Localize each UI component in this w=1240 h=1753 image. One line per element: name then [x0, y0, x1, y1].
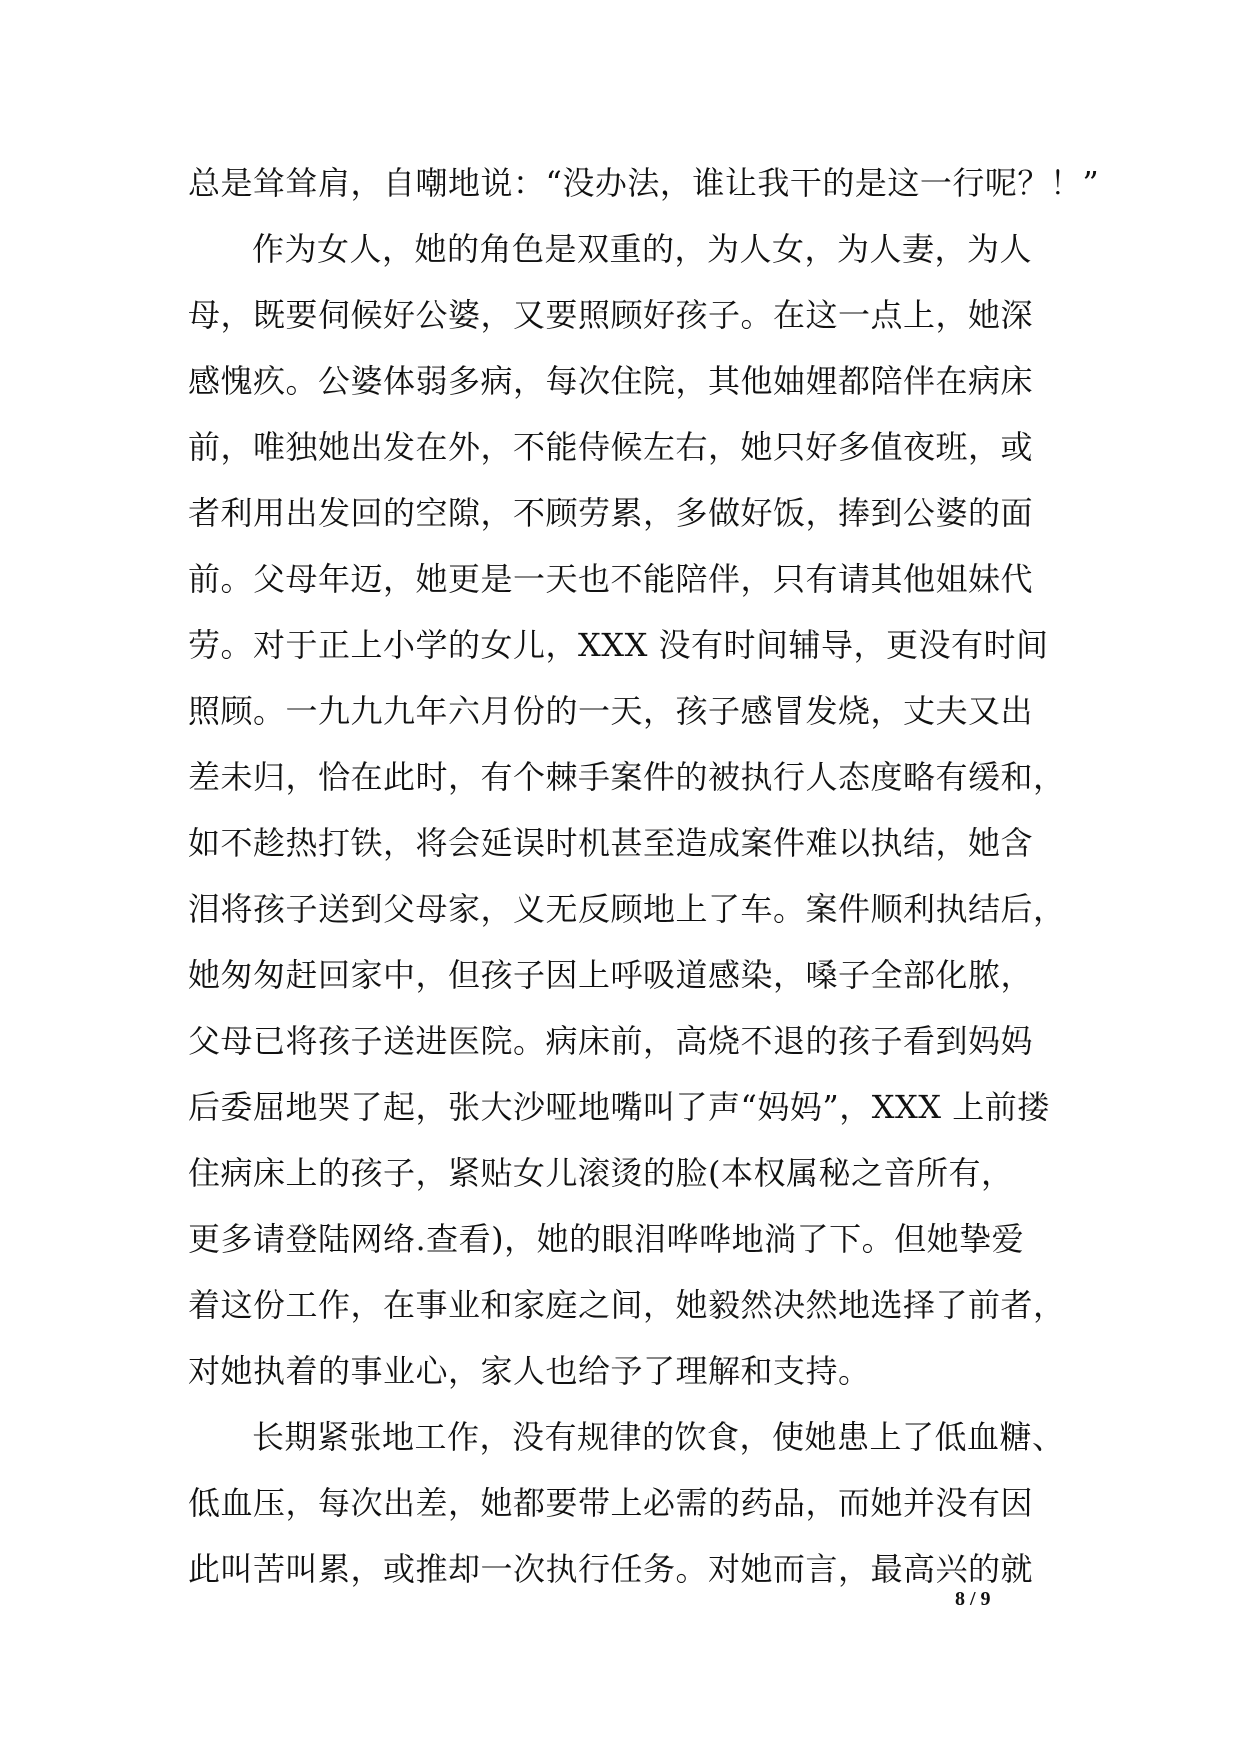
text-line: 照顾。一九九九年六月份的一天，孩子感冒发烧，丈夫又出	[188, 692, 1034, 730]
text-line: 母，既要伺候好公婆，又要照顾好孩子。在这一点上，她深	[188, 296, 1034, 334]
page-number: 8 / 9	[955, 1588, 991, 1610]
text-line: 感愧疚。公婆体弱多病，每次住院，其他妯娌都陪伴在病床	[188, 362, 1034, 400]
text-line: 作为女人，她的角色是双重的，为人女，为人妻，为人	[252, 230, 1033, 268]
text-line: 着这份工作，在事业和家庭之间，她毅然决然地选择了前者，	[188, 1286, 1066, 1324]
text-line: 住病床上的孩子，紧贴女儿滚烫的脸(本权属秘之音所有，	[188, 1154, 1014, 1192]
text-line: 泪将孩子送到父母家，义无反顾地上了车。案件顺利执结后，	[188, 890, 1066, 928]
text-line: 差未归，恰在此时，有个棘手案件的被执行人态度略有缓和，	[188, 758, 1066, 796]
text-line: 父母已将孩子送进医院。病床前，高烧不退的孩子看到妈妈	[188, 1022, 1034, 1060]
text-line: 如不趁热打铁，将会延误时机甚至造成案件难以执结，她含	[188, 824, 1034, 862]
text-line: 更多请登陆网络.查看)，她的眼泪哗哗地淌了下。但她挚爱	[188, 1220, 1025, 1258]
text-line: 此叫苦叫累，或推却一次执行任务。对她而言，最高兴的就	[188, 1550, 1034, 1588]
text-line: 长期紧张地工作，没有规律的饮食，使她患上了低血糖、	[252, 1418, 1065, 1456]
text-line: 总是耸耸肩，自嘲地说：“没办法，谁让我干的是这一行呢？！”	[188, 164, 1100, 202]
text-line: 对她执着的事业心，家人也给予了理解和支持。	[188, 1352, 871, 1390]
text-line: 她匆匆赶回家中，但孩子因上呼吸道感染，嗓子全部化脓，	[188, 956, 1034, 994]
paragraph	[188, 150, 1100, 216]
paragraph	[188, 216, 1066, 1404]
paragraph	[188, 1404, 1065, 1602]
text-line: 者利用出发回的空隙，不顾劳累，多做好饭，捧到公婆的面	[188, 494, 1034, 532]
text-line: 劳。对于正上小学的女儿，XXX 没有时间辅导，更没有时间	[188, 626, 1049, 664]
text-line: 低血压，每次出差，她都要带上必需的药品，而她并没有因	[188, 1484, 1034, 1522]
text-line: 后委屈地哭了起，张大沙哑地嘴叫了声“妈妈”，XXX 上前搂	[188, 1088, 1050, 1126]
text-line: 前，唯独她出发在外，不能侍候左右，她只好多值夜班，或	[188, 428, 1034, 466]
body-text	[188, 150, 1100, 1602]
text-line: 前。父母年迈，她更是一天也不能陪伴，只有请其他姐妹代	[188, 560, 1034, 598]
